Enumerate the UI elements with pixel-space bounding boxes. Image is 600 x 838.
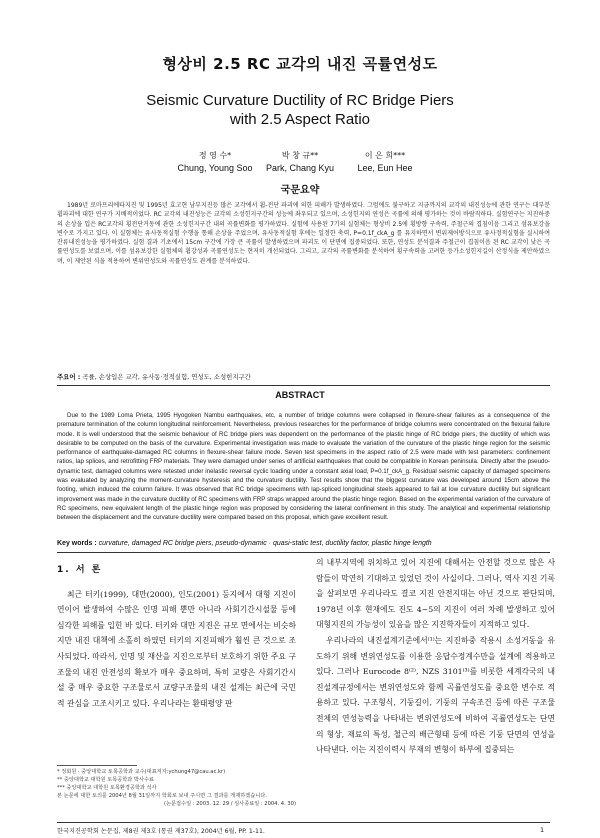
journal-footer: 한국지진공학회 논문집, 제8권 제3호 (통권 제37호), 2004년 6월, PP. 1-11. <box>57 828 265 835</box>
title-english-line1: Seismic Curvature Ductility of RC Bridge Piers <box>146 92 454 109</box>
author-3-english: Lee, Eun Hee <box>357 163 413 173</box>
title-korean: 형상비 2.5 RC 교각의 내진 곡률연성도 <box>162 55 438 73</box>
author-3 <box>310 150 460 174</box>
paragraph: 의 내부지역에 위치하고 있어 지진에 대해서는 안전할 것으로 많은 사람들이 막연히 기대하고 있었던 것이 사실이다. 그러나, 역사 지진 기록을 살펴보면 우리나라도 결코 지진 안전지대는 아닌 것으로 판단되며, 1978년 이후 현재에도 진도 4~5의 지진이 여러 차례 발생하고 있어 대형지진의 가능성이 있음을 많은 지진학자들이 지적하고 있다. <box>316 558 555 630</box>
author-2-english: Park, Chang Kyu <box>265 163 335 173</box>
keywords-korean <box>57 372 550 381</box>
section-heading: 1. 서 론 <box>57 565 103 575</box>
author-1-english: Chung, Young Soo <box>177 163 253 173</box>
title-english-line2: with 2.5 Aspect Ratio <box>229 111 371 128</box>
footnote: 본 논문에 대한 토의를 2004년 8월 31일까지 학회로 보내 주시면 그 결과를 게재하겠습니다. <box>57 793 267 800</box>
keywords-english <box>57 540 550 547</box>
footnote: ** 중앙대학교 대학원 토목공학과 박사수료 <box>57 777 154 784</box>
abstract-korean-body: 1989년 로마프리에타지진 및 1995년 효고현 남부지진등 많은 교각에서 휨-전단 파괴에 의한 피해가 발생하였다. 그럼에도 불구하고 지금까지의 교각의 내진성능에 관한 연구는 대부분 휨파괴에 대한 연구가 지배적이었다. RC 교각의 내진성능은 교각의 소성힌지구간의 성능에 좌우되고 있으며, 소성힌지의 연성은 곡률에 의해 평가하는 것이 바람직하다. 실험연구는 지진하중의 손상을 입은 RC교각의 횡전단거동에 관한 소성힌지구간 내의 곡률변화를 평가하였다. 실험에 사용된 7기의 실험체는 형상비 2.5에 횡방향 구속력, 주철근의 겹침이음 그리고 섬유보강을 변수로 가지고 있다. 이 실험체는 유사동적실험 수행을 통해 손상을 주었으며, 유사동적실험 후에는 일정한 축력, P=0.1f_ckA_g 를 유지하면서 변위제어방식으로 유사정적실험을 실시하여 잔류내진성능을 평가하였다. 실험 결과 기초에서 15cm 구간에 가장 큰 곡률이 발생하였으며 파괴도 이 단면에 집중되었다. 또한, 연성도 분석결과 주철근이 겹침이음 된 RC 교각이 낮은 곡률연성도를 보였으며, 이를 섬유보강한 실험체의 휨강성과 곡률연성도는 현저히 개선되었다. 그리고, 교각의 곡률변화를 분석하여 횡구속력을 고려한 등가소성힌지길이 산정식을 제안하였으며, 이 제안된 식을 적용하여 변위연성도와 곡률연성도 관계를 분석하였다. <box>57 202 550 265</box>
keywords-english-label: Key words : <box>57 540 97 547</box>
author-3-korean: 이 은 희*** <box>364 151 406 160</box>
keywords-korean-text: 곡률, 손상입은 교각, 유사동·정적실험, 연성도, 소성힌지구간 <box>82 373 251 381</box>
right-column <box>316 555 555 758</box>
divider <box>57 385 550 386</box>
footnote-divider <box>57 765 137 766</box>
abstract-english-body: Due to the 1989 Loma Prieta, 1995 Hyogoken Nambu earthquakes, etc, a number of bridge columns were collapsed in flexure-shear failures as a consequence of the premature termination of the column longitudinal reinforcement. Nevertheless, previous researches for the performance of bridge columns were concentrated on the flexural failure mode. It is well understood that the seismic behaviour of RC bridge piers was dependent on the performance of the plastic hinge of RC bridge piers, the ductility of which was desirable to be computed on the basis of the curvature. Experimental investigation was made to evaluate the variation of the curvature of the plastic hinge region for the seismic performance of earthquake-damaged RC columns in flexure-shear failure mode. Seven test specimens in the aspect ratio of 2.5 were made with test parameters: confinement ratios, lap splices, and retrofitting FRP materials. They were damaged under series of artificial earthquakes that could be compatible in Korean peninsula. Directly after the pseudo-dynamic test, damaged columns were retested under inelastic reversal cyclic loading under a constant axial load, P=0.1f_ckA_g. Residual seismic capacity of damaged specimens was evaluated by analyzing the moment-curvature hysteresis and the curvature ductility. Test results show that the biggest curvature was developed around 15cm above the footing, which induced the column failure. It was observed that RC bridge specimens with lap-spliced longitudinal steels appeared to fail at low curvature ductility but significant improvement was made in the curvature ductility of RC specimens with FRP straps wrapped around the plastic hinge region. Based on the experimental variation of the curvature of RC specimens, new equivalent length of the plastic hinge region was proposed by considering the lateral confinement in this study. The analytical and experimental relationship between the displacement and the curvature ductility were compared based on this proposal, which gave excellent result. <box>57 412 550 522</box>
footnote: (논문접수일 : 2003. 12. 29 / 심사종료일 : 2004. 4. 30) <box>164 801 296 808</box>
paragraph: 최근 터키(1999), 대만(2000), 인도(2001) 등지에서 대형 지진이 연이어 발생하여 수많은 인명 피해 뿐만 아니라 사회기간시설물 등에 심각한 피해를 입힌 바 있다. 터키와 대만 지진은 규모 면에서는 비슷하지만 내진 대책에 소홀히 하였던 터키의 지진피해가 훨씬 큰 것으로 조사되었다. 따라서, 인명 및 재산을 지진으로부터 보호하기 위한 주요 구조물의 내진 안전성의 확보가 매우 중요하며, 특히 교량은 사회기간시설 중 매우 중요한 구조물로서 교량구조물의 내진 설계는 최근에 국민적 관심을 고조시키고 있다. 우리나라는 환태평양 판 <box>57 589 296 708</box>
author-2-korean: 박 창 규** <box>281 151 319 160</box>
footnotes <box>57 768 296 808</box>
footnote: *** 중앙대학교 대학원 토목환경공학과 석사 <box>57 785 157 792</box>
footnote: * 정회원 · 중앙대학교 토목공학과 교수(대표저자:ychung47@cau.ac.kr) <box>57 769 226 775</box>
abstract-english-heading: ABSTRACT <box>275 390 325 400</box>
keywords-korean-label: 주요어 : <box>57 373 81 381</box>
page-number: 1 <box>540 826 545 834</box>
divider <box>57 552 550 553</box>
abstract-korean-heading: 국문요약 <box>280 185 320 196</box>
paragraph: 우리나라의 내진설계기준에서⁽¹⁾는 지진하중 작용시 소성거동을 유도하기 위해 변위연성도를 이용한 응답수정계수만을 설계에 적용하고 있다. 그러나 Eurocode 8⁽²⁾, NZS 3101⁽³⁾를 비롯한 세계각국의 내진설계규정에서는 변위연성도와 함께 곡률연성도를 중요한 변수로 적용하고 있다. 구조형식, 기둥길이, 기둥의 구속조건 등에 따른 구조물 전체의 연성능력을 나타내는 변위연성도에 비하여 곡률연성도는 단면의 형상, 재료의 특성, 철근의 배근형태 등에 따른 기둥 단면의 연성을 나타낸다. 이는 지진이력시 부재의 변형이 하부에 집중되는 <box>316 635 555 755</box>
keywords-english-text: curvature, damaged RC bridge piers, pseudo-dynamic · quasi-static test, ductility factor, plastic hinge length <box>98 540 432 547</box>
footer-divider <box>57 822 550 823</box>
left-column <box>57 560 296 711</box>
author-1-korean: 정 영 수* <box>198 151 232 160</box>
